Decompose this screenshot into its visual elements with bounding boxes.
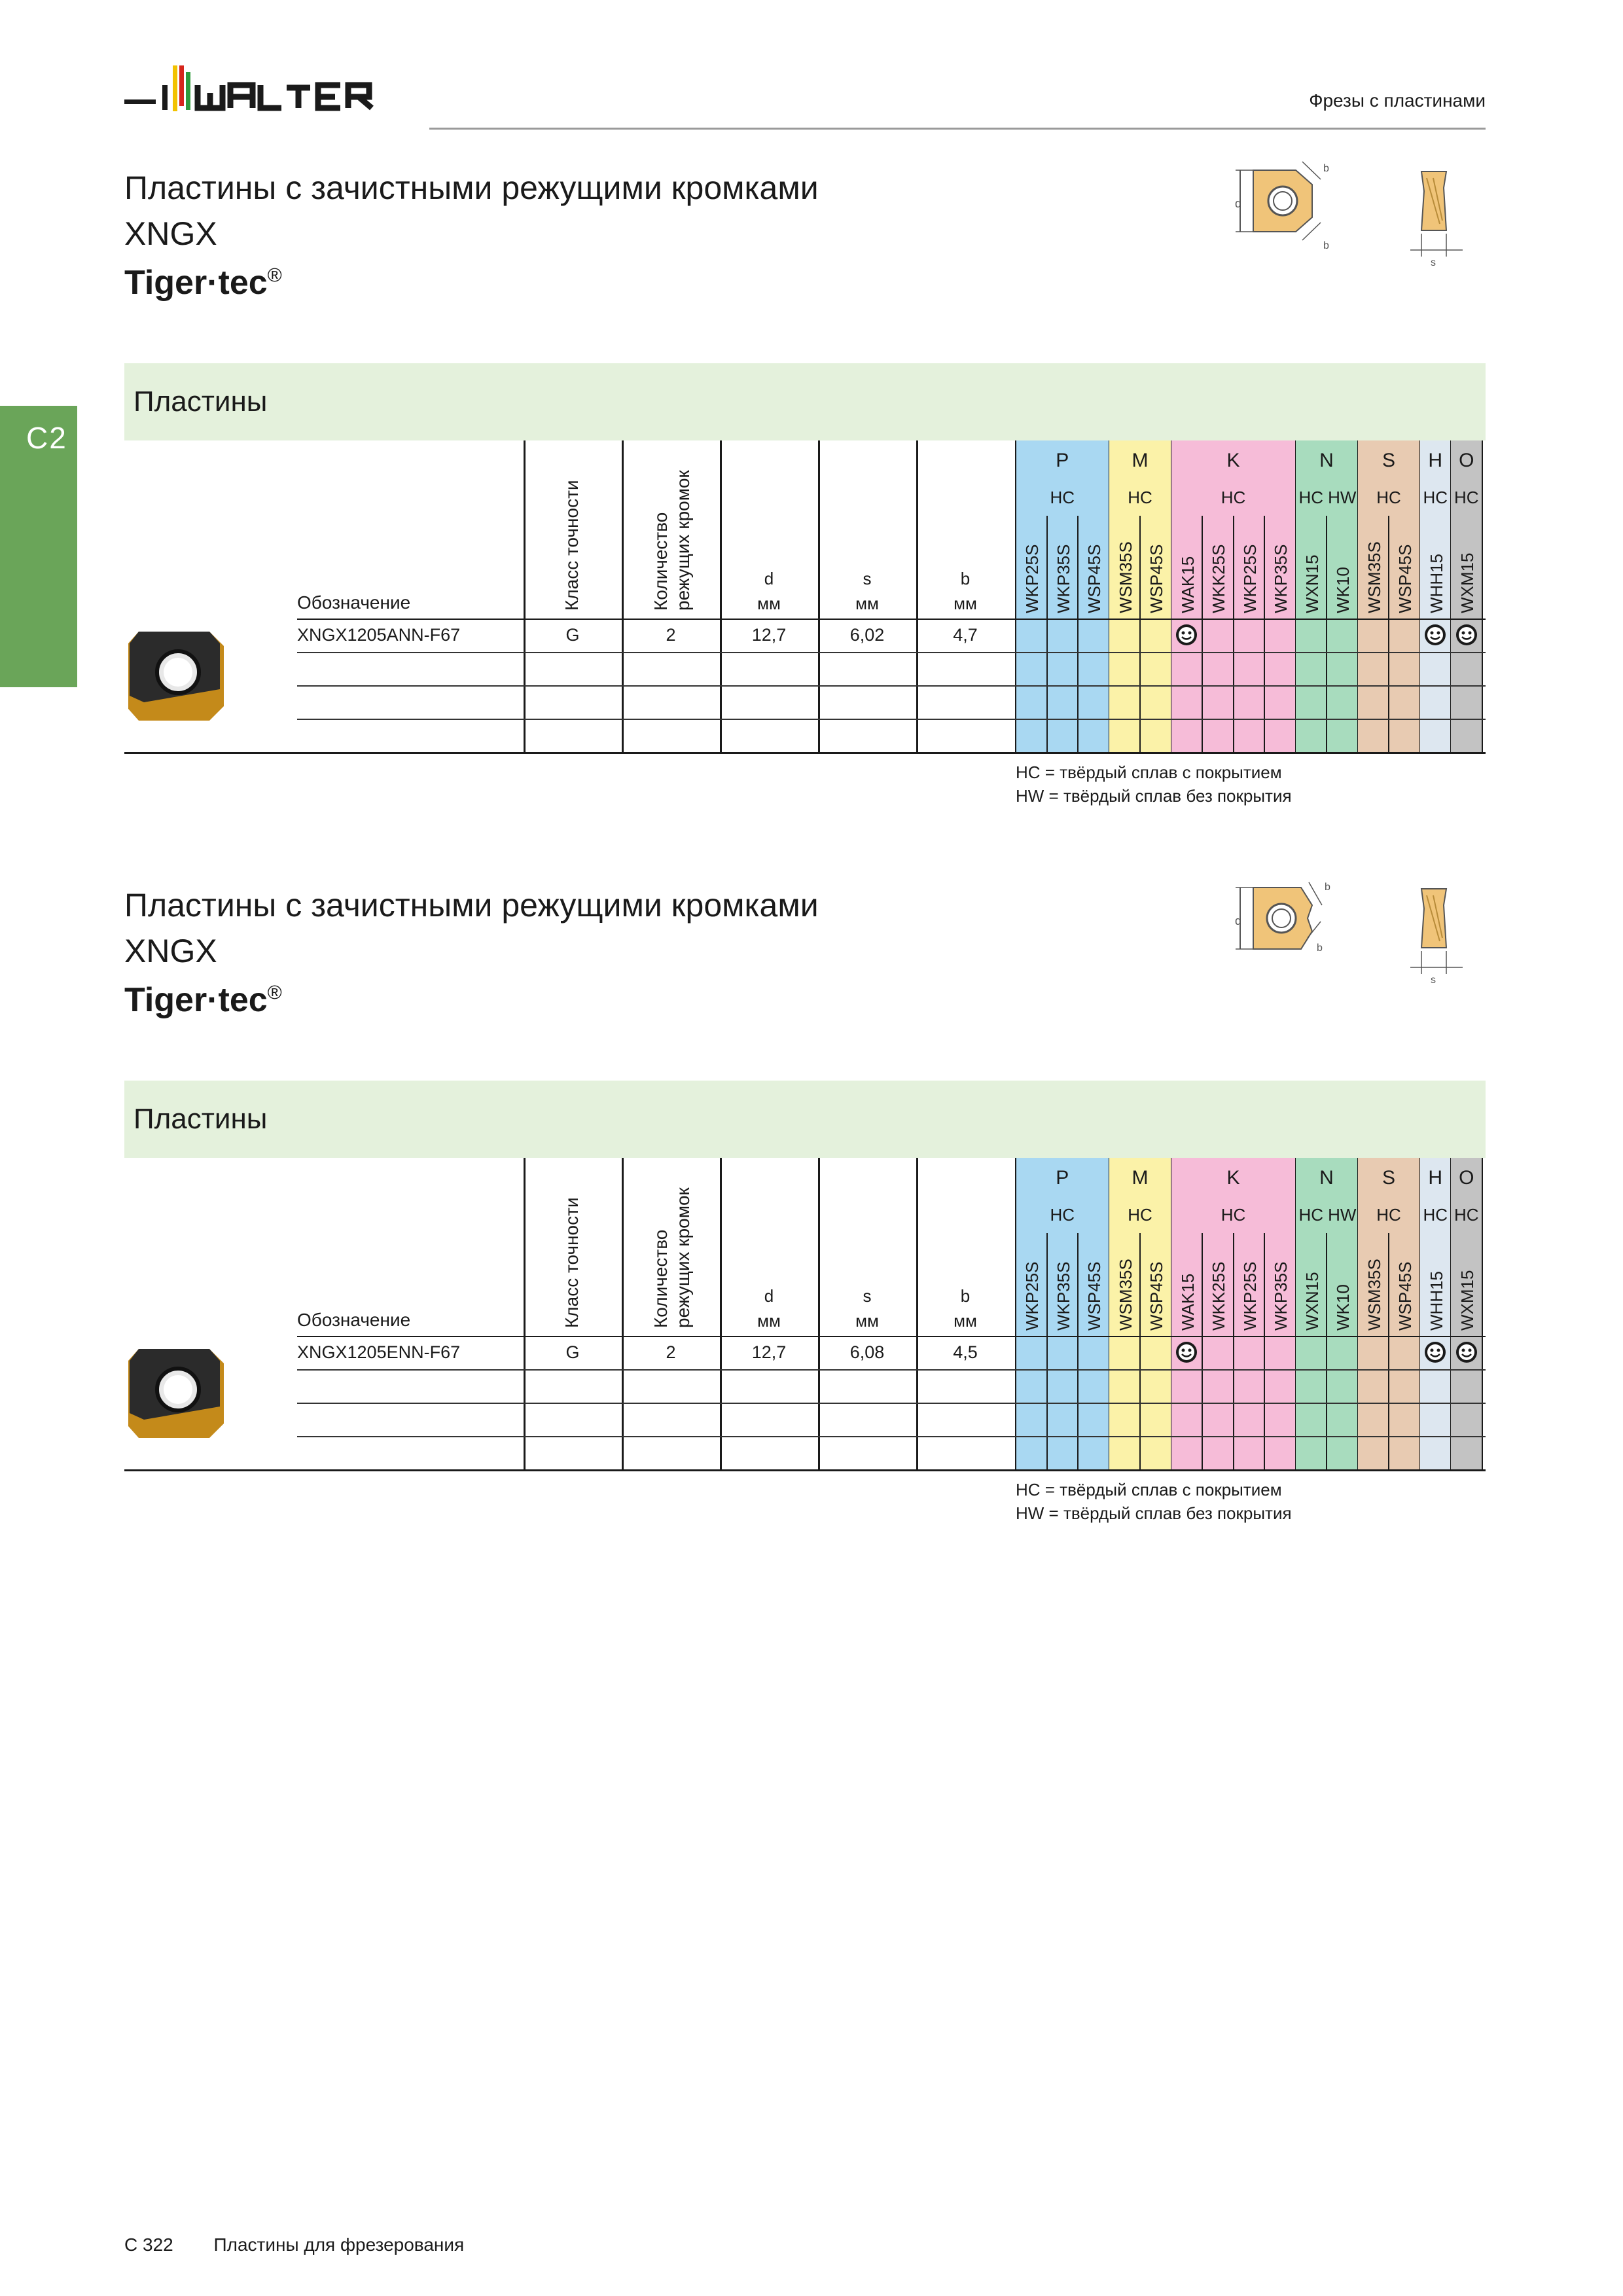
cell-b: 4,7 bbox=[953, 625, 978, 645]
coating-code: HC bbox=[1423, 488, 1448, 507]
cell-edges: 2 bbox=[666, 1342, 676, 1362]
header-bottom-rule bbox=[1016, 619, 1486, 620]
material-group-letter: S bbox=[1382, 1167, 1395, 1189]
grade-label: WXN15 bbox=[1302, 1272, 1322, 1331]
grade-label: WSM35S bbox=[1115, 1259, 1135, 1331]
coating-code: HC bbox=[1376, 1205, 1401, 1225]
insert-designation: XNGX1205ANN-F67 bbox=[297, 625, 461, 645]
grade-divider bbox=[1077, 516, 1079, 752]
svg-text:d: d bbox=[1235, 914, 1242, 927]
grade-label: WAK15 bbox=[1177, 556, 1198, 613]
group-divider bbox=[1482, 440, 1483, 752]
cell-accuracy-class: G bbox=[565, 625, 580, 645]
recommended-grade-icon bbox=[1175, 1341, 1198, 1363]
dimension-s-header: s bbox=[863, 569, 872, 588]
dimension-unit: мм bbox=[757, 1311, 781, 1331]
brand-name: Tiger·tec bbox=[124, 264, 268, 302]
dimension-unit: мм bbox=[757, 594, 781, 613]
grade-divider bbox=[1264, 516, 1265, 752]
section-title bbox=[124, 165, 819, 257]
registered-mark: ® bbox=[267, 264, 282, 287]
cutting-edges-header: Количество bbox=[651, 1229, 671, 1328]
cell-d: 12,7 bbox=[751, 1342, 787, 1362]
grade-label: WKP25S bbox=[1240, 544, 1260, 613]
dimension-unit: мм bbox=[954, 1311, 977, 1331]
cutting-edges-header: режущих кромок bbox=[673, 470, 693, 611]
coating-legend bbox=[1016, 1478, 1292, 1525]
grade-label: WSP45S bbox=[1147, 544, 1166, 613]
designation-header: Обозначение bbox=[297, 1310, 411, 1330]
grade-label: WXM15 bbox=[1457, 552, 1477, 613]
row-rule bbox=[297, 1369, 1486, 1371]
material-group-letter: M bbox=[1132, 1167, 1149, 1189]
cell-d: 12,7 bbox=[751, 625, 787, 645]
grade-divider bbox=[1046, 1233, 1048, 1469]
grade-divider bbox=[1326, 516, 1327, 752]
coating-code: HC bbox=[1376, 488, 1401, 507]
band-label: Пластины bbox=[134, 1103, 268, 1135]
chapter-tab bbox=[0, 406, 77, 687]
grade-divider bbox=[1233, 516, 1234, 752]
dimension-s-header: s bbox=[863, 1286, 872, 1306]
header-section-label: Фрезы с пластинами bbox=[1309, 90, 1486, 111]
recommended-grade-icon bbox=[1455, 1341, 1478, 1363]
header-bottom-rule bbox=[297, 619, 1016, 620]
grade-divider bbox=[1388, 1233, 1389, 1469]
grade-label: WKP35S bbox=[1053, 1261, 1073, 1331]
row-rule bbox=[297, 719, 1486, 720]
brand-mark bbox=[124, 980, 282, 1020]
grade-label: WKP25S bbox=[1240, 1261, 1260, 1331]
grade-divider bbox=[1388, 516, 1389, 752]
registered-mark: ® bbox=[267, 982, 282, 1004]
material-group-letter: H bbox=[1428, 1167, 1443, 1189]
brand-name: Tiger·tec bbox=[124, 981, 268, 1019]
cell-b: 4,5 bbox=[953, 1342, 978, 1362]
material-group-letter: K bbox=[1226, 1167, 1240, 1189]
legend-hw: HW = твёрдый сплав без покрытия bbox=[1016, 786, 1292, 806]
cell-s: 6,02 bbox=[849, 625, 885, 645]
cutting-edges-header: Количество bbox=[651, 512, 671, 611]
grade-label: WHH15 bbox=[1426, 1270, 1446, 1331]
svg-text:s: s bbox=[1431, 975, 1436, 986]
section-title-line1: Пластины с зачистными режущими кромками bbox=[124, 170, 819, 206]
column-divider bbox=[1015, 440, 1016, 752]
material-group-letter: P bbox=[1056, 1167, 1069, 1189]
grade-label: WSM35S bbox=[1364, 1259, 1384, 1331]
grade-label: WKP25S bbox=[1022, 1261, 1042, 1331]
grade-label: WAK15 bbox=[1177, 1273, 1198, 1331]
cell-s: 6,08 bbox=[849, 1342, 885, 1362]
column-divider bbox=[524, 440, 526, 752]
dimension-unit: мм bbox=[954, 594, 977, 613]
svg-text:d: d bbox=[1235, 197, 1242, 210]
grade-divider bbox=[1264, 1233, 1265, 1469]
grade-label: WSM35S bbox=[1364, 541, 1384, 613]
recommended-grade-icon bbox=[1455, 624, 1478, 646]
grade-divider bbox=[1077, 1233, 1079, 1469]
legend-hc: HC = твёрдый сплав с покрытием bbox=[1016, 762, 1282, 782]
row-rule bbox=[297, 685, 1486, 687]
material-group-letter: N bbox=[1319, 1167, 1334, 1189]
header-bottom-rule bbox=[1016, 1336, 1486, 1337]
band-label: Пластины bbox=[134, 386, 268, 418]
insert-section-1 bbox=[124, 165, 1486, 819]
row-rule bbox=[297, 652, 1486, 653]
grade-label: WHH15 bbox=[1426, 553, 1446, 613]
row-rule bbox=[297, 1403, 1486, 1404]
table-bottom-rule bbox=[124, 752, 1486, 754]
coating-code: HC bbox=[1050, 488, 1075, 507]
coating-code: HC bbox=[1221, 1205, 1246, 1225]
svg-text:b: b bbox=[1323, 240, 1329, 251]
column-divider bbox=[622, 440, 624, 752]
grade-label: WKK25S bbox=[1209, 544, 1228, 613]
coating-code: HC bbox=[1454, 488, 1479, 507]
coating-code: HC bbox=[1221, 488, 1246, 507]
svg-text:b: b bbox=[1325, 882, 1330, 893]
recommended-grade-icon bbox=[1424, 1341, 1446, 1363]
material-group-letter: P bbox=[1056, 450, 1069, 471]
dimension-b-header: b bbox=[960, 569, 971, 588]
grade-label: WK10 bbox=[1333, 1284, 1353, 1331]
dimension-b-header: b bbox=[960, 1286, 971, 1306]
grade-label: WK10 bbox=[1333, 567, 1353, 613]
grade-divider bbox=[1326, 1233, 1327, 1469]
dimension-d-header: d bbox=[764, 1286, 774, 1306]
svg-text:b: b bbox=[1317, 942, 1323, 954]
grade-label: WSM35S bbox=[1115, 541, 1135, 613]
header-rule bbox=[429, 128, 1486, 130]
grade-label: WKP25S bbox=[1022, 544, 1042, 613]
material-group-letter: H bbox=[1428, 450, 1443, 471]
legend-hc: HC = твёрдый сплав с покрытием bbox=[1016, 1480, 1282, 1499]
section-band bbox=[124, 1081, 1486, 1158]
recommended-grade-icon bbox=[1424, 624, 1446, 646]
dimension-unit: мм bbox=[855, 1311, 879, 1331]
section-title-line1: Пластины с зачистными режущими кромками bbox=[124, 887, 819, 924]
grade-label: WXN15 bbox=[1302, 554, 1322, 613]
material-group-letter: O bbox=[1459, 1167, 1474, 1189]
insert-photo bbox=[124, 624, 229, 728]
material-group-letter: S bbox=[1382, 450, 1395, 471]
grade-label: WKK25S bbox=[1209, 1261, 1228, 1331]
column-divider bbox=[524, 1158, 526, 1469]
designation-header: Обозначение bbox=[297, 592, 411, 613]
dimension-unit: мм bbox=[855, 594, 879, 613]
grade-label: WXM15 bbox=[1457, 1270, 1477, 1331]
group-divider bbox=[1482, 1158, 1483, 1469]
brand-mark bbox=[124, 263, 282, 302]
coating-code: HC bbox=[1423, 1205, 1448, 1225]
material-group-letter: K bbox=[1226, 450, 1240, 471]
grade-label: WSP45S bbox=[1084, 1261, 1104, 1331]
chapter-tab-label: C2 bbox=[26, 421, 67, 455]
coating-code: HC bbox=[1128, 488, 1152, 507]
coating-legend bbox=[1016, 761, 1292, 808]
grade-label: WKP35S bbox=[1271, 1261, 1291, 1331]
legend-hw: HW = твёрдый сплав без покрытия bbox=[1016, 1503, 1292, 1523]
material-group-letter: O bbox=[1459, 450, 1474, 471]
cell-edges: 2 bbox=[666, 625, 676, 645]
grade-divider bbox=[1139, 1233, 1141, 1469]
grade-label: WKP35S bbox=[1053, 544, 1073, 613]
grade-label: WSP45S bbox=[1084, 544, 1104, 613]
section-title-line2: XNGX bbox=[124, 215, 217, 252]
insert-designation: XNGX1205ENN-F67 bbox=[297, 1342, 461, 1362]
page-footer bbox=[124, 2234, 464, 2255]
walter-logo bbox=[124, 60, 399, 132]
coating-code: HC bbox=[1128, 1205, 1152, 1225]
coating-code: HW bbox=[1328, 488, 1357, 507]
section-title bbox=[124, 882, 819, 974]
grade-divider bbox=[1202, 516, 1203, 752]
section-band bbox=[124, 363, 1486, 440]
insert-photo bbox=[124, 1341, 229, 1446]
coating-code: HW bbox=[1328, 1205, 1357, 1225]
svg-text:s: s bbox=[1431, 257, 1436, 268]
grade-label: WSP45S bbox=[1147, 1261, 1166, 1331]
insert-dimension-diagram bbox=[1224, 152, 1486, 283]
accuracy-class-header: Класс точности bbox=[562, 480, 582, 611]
grade-label: WSP45S bbox=[1395, 1261, 1415, 1331]
material-group-letter: N bbox=[1319, 450, 1334, 471]
accuracy-class-header: Класс точности bbox=[562, 1197, 582, 1328]
row-rule bbox=[297, 1436, 1486, 1437]
page-number: C 322 bbox=[124, 2234, 173, 2255]
insert-table bbox=[124, 440, 1486, 755]
grade-divider bbox=[1202, 1233, 1203, 1469]
svg-text:b: b bbox=[1323, 163, 1329, 174]
section-title-line2: XNGX bbox=[124, 933, 217, 969]
column-divider bbox=[622, 1158, 624, 1469]
insert-dimension-diagram bbox=[1224, 869, 1486, 1000]
coating-code: HC bbox=[1298, 488, 1324, 507]
grade-divider bbox=[1139, 516, 1141, 752]
grade-label: WSP45S bbox=[1395, 544, 1415, 613]
chapter-name: Пластины для фрезерования bbox=[213, 2234, 465, 2255]
grade-divider bbox=[1233, 1233, 1234, 1469]
column-divider bbox=[1015, 1158, 1016, 1469]
coating-code: HC bbox=[1454, 1205, 1479, 1225]
cutting-edges-header: режущих кромок bbox=[673, 1187, 693, 1328]
material-group-letter: M bbox=[1132, 450, 1149, 471]
grade-label: WKP35S bbox=[1271, 544, 1291, 613]
header-bottom-rule bbox=[297, 1336, 1016, 1337]
table-bottom-rule bbox=[124, 1469, 1486, 1471]
coating-code: HC bbox=[1298, 1205, 1324, 1225]
coating-code: HC bbox=[1050, 1205, 1075, 1225]
grade-divider bbox=[1046, 516, 1048, 752]
insert-section-2 bbox=[124, 882, 1486, 1537]
cell-accuracy-class: G bbox=[565, 1342, 580, 1362]
dimension-d-header: d bbox=[764, 569, 774, 588]
insert-table bbox=[124, 1158, 1486, 1472]
recommended-grade-icon bbox=[1175, 624, 1198, 646]
